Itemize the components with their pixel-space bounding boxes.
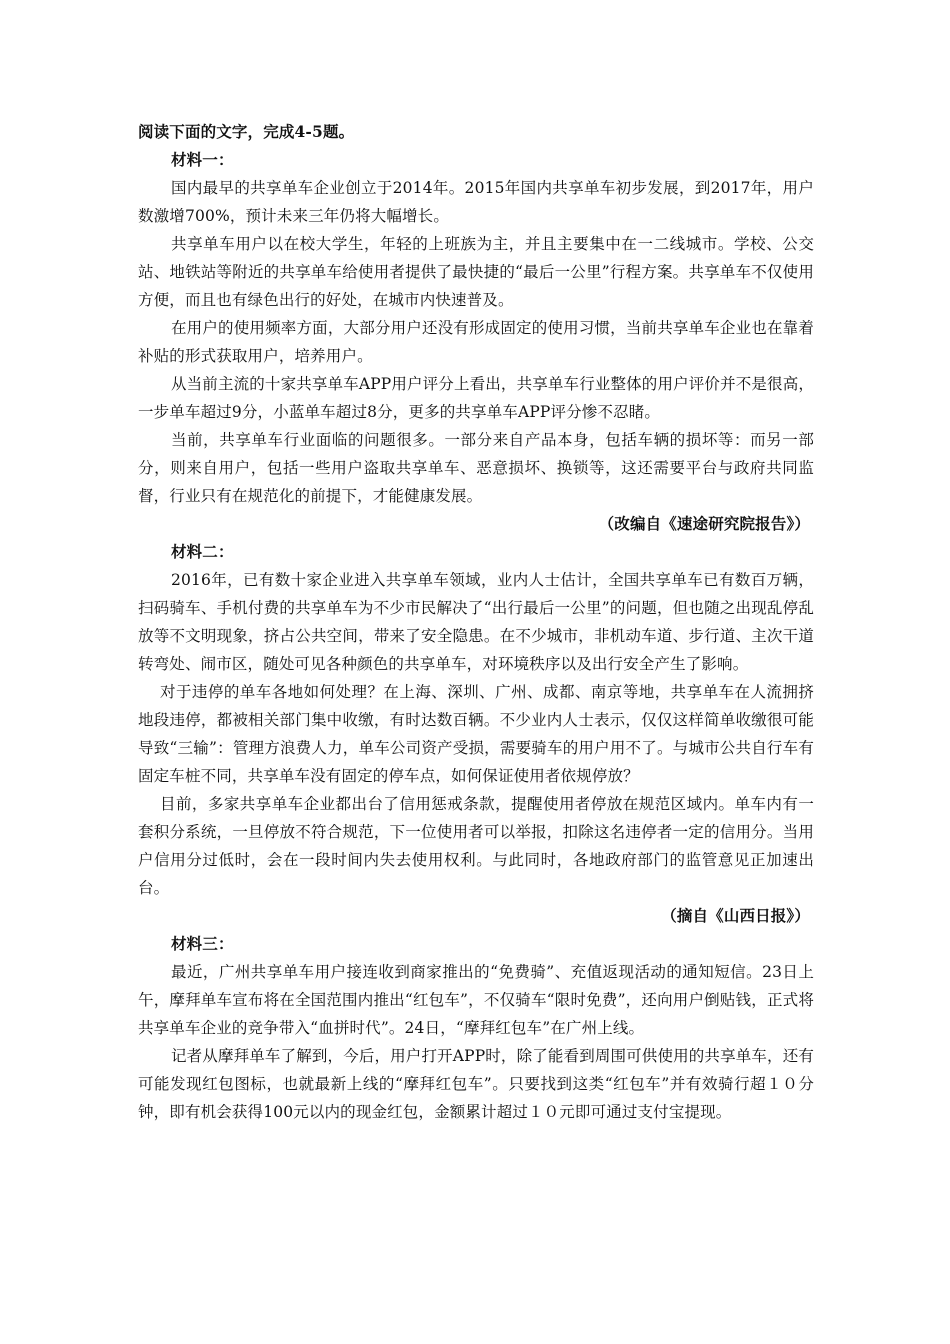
material3-paragraph: 记者从摩拜单车了解到，今后，用户打开APP时，除了能看到周围可供使用的共享单车，还有可能发现红包图标，也就最新上线的“摩拜红包车”。只要找到这类“红包车”并有效骑行超１０分钟，即有机会获得100元以内的现金红包，金额累计超过１０元即可通过支付宝提现。 — [138, 1047, 814, 1121]
material2-title: 材料二： — [171, 542, 234, 561]
material2-paragraph: 目前，多家共享单车企业都出台了信用惩戒条款，提醒使用者停放在规范区域内。单车内有一套积分系统，一旦停放不符合规范，下一位使用者可以举报，扣除这名违停者一定的信用分。当用户信用分过低时，会在一段时间内失去使用权利。与此同时，各地政府部门的监管意见正加速出台。 — [138, 795, 814, 897]
material1-paragraph: 在用户的使用频率方面，大部分用户还没有形成固定的使用习惯，当前共享单车企业也在靠着补贴的形式获取用户，培养用户。 — [138, 319, 814, 365]
question-heading: 阅读下面的文字，完成4-5题。 — [138, 122, 355, 141]
document-page — [138, 118, 814, 1126]
material2-paragraph: 2016年，已有数十家企业进入共享单车领域，业内人士估计，全国共享单车已有数百万辆，扫码骑车、手机付费的共享单车为不少市民解决了“出行最后一公里”的问题，但也随之出现乱停乱放等不文明现象，挤占公共空间，带来了安全隐患。在不少城市，非机动车道、步行道、主次干道转弯处、闹市区，随处可见各种颜色的共享单车，对环境秩序以及出行安全产生了影响。 — [138, 571, 814, 673]
material1-paragraph: 当前，共享单车行业面临的问题很多。一部分来自产品本身，包括车辆的损坏等：而另一部分，则来自用户，包括一些用户盗取共享单车、恶意损坏、换锁等，这还需要平台与政府共同监督，行业只有在规范化的前提下，才能健康发展。 — [138, 431, 814, 505]
material1-source: （改编自《速途研究院报告》） — [598, 514, 810, 533]
material1-paragraph: 国内最早的共享单车企业创立于2014年。2015年国内共享单车初步发展，到2017年，用户数激增700%，预计未来三年仍将大幅增长。 — [138, 179, 814, 225]
material2-source: （摘自《山西日报》） — [661, 906, 810, 925]
material1-paragraph: 共享单车用户以在校大学生，年轻的上班族为主，并且主要集中在一二线城市。学校、公交站、地铁站等附近的共享单车给使用者提供了最快捷的“最后一公里”行程方案。共享单车不仅使用方便，而且也有绿色出行的好处，在城市内快速普及。 — [138, 235, 814, 309]
material3-title: 材料三： — [171, 934, 234, 953]
material3-paragraph: 最近，广州共享单车用户接连收到商家推出的“免费骑”、充值返现活动的通知短信。23日上午，摩拜单车宣布将在全国范围内推出“红包车”，不仅骑车“限时免费”，还向用户倒贴钱，正式将共享单车企业的竞争带入“血拼时代”。24日，“摩拜红包车”在广州上线。 — [138, 963, 814, 1037]
material2-paragraph: 对于违停的单车各地如何处理？在上海、深圳、广州、成都、南京等地，共享单车在人流拥挤地段违停，都被相关部门集中收缴，有时达数百辆。不少业内人士表示，仅仅这样简单收缴很可能导致“三输”：管理方浪费人力，单车公司资产受损，需要骑车的用户用不了。与城市公共自行车有固定车桩不同，共享单车没有固定的停车点，如何保证使用者依规停放？ — [138, 683, 814, 785]
material1-title: 材料一： — [171, 150, 234, 169]
material1-paragraph: 从当前主流的十家共享单车APP用户评分上看出，共享单车行业整体的用户评价并不是很高，一步单车超过9分，小蓝单车超过8分，更多的共享单车APP评分惨不忍睹。 — [138, 375, 814, 421]
